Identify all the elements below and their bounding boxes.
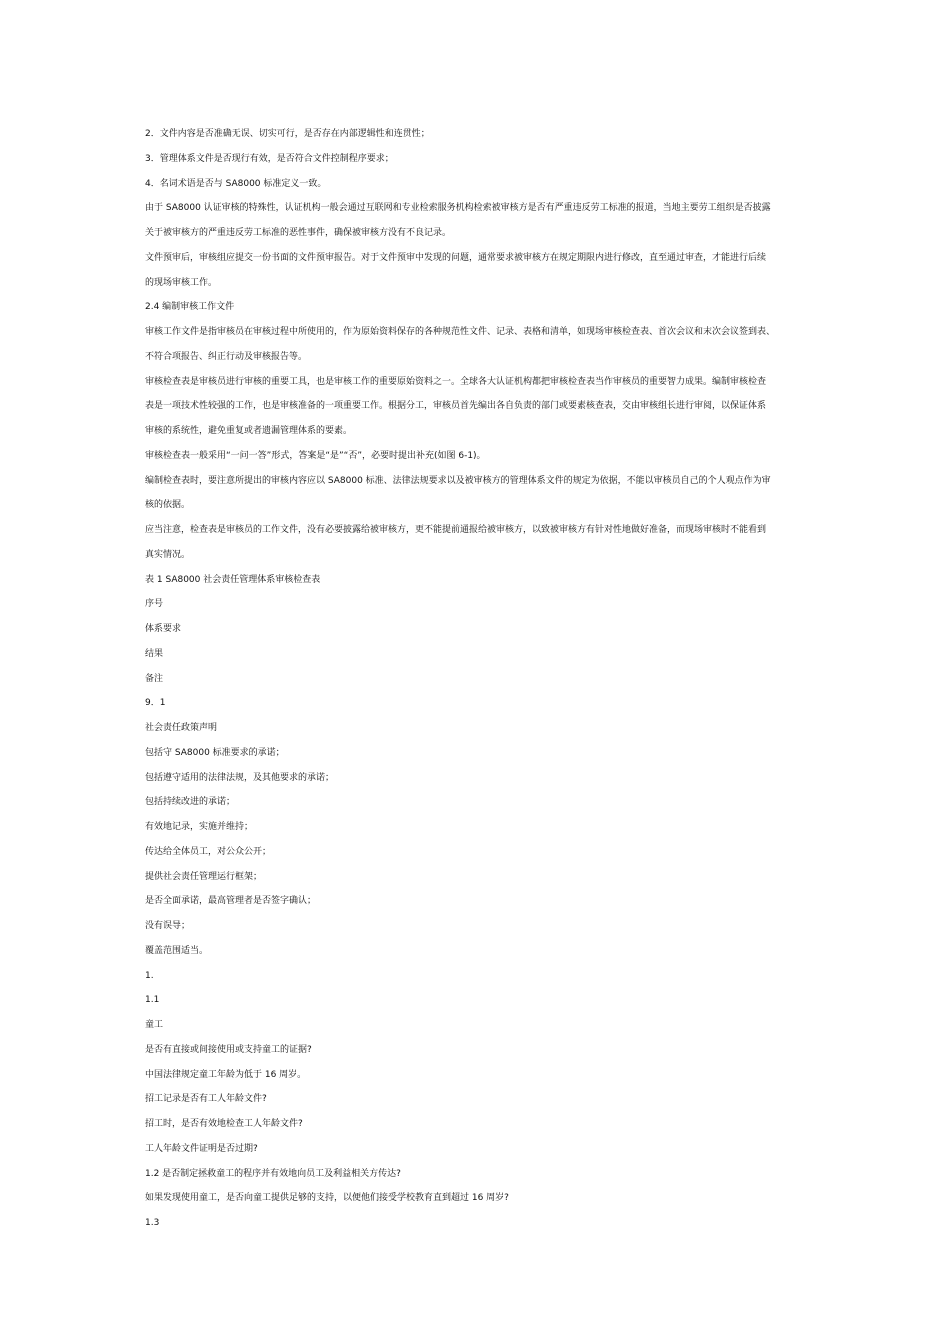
document-line: 1.2 是否制定拯救童工的程序并有效地向员工及利益相关方传达?	[145, 1169, 401, 1179]
document-line: 不符合项报告、纠正行动及审核报告等。	[145, 352, 308, 362]
document-line: 应当注意，检查表是审核员的工作文件，没有必要披露给被审核方，更不能提前通报给被审核方，以致被审核方有针对性地做好准备，而现场审核时不能看到	[145, 525, 767, 535]
document-line: 包括持续改进的承诺；	[145, 797, 236, 807]
document-line: 体系要求	[145, 624, 182, 634]
document-line: 核的依据。	[145, 500, 191, 510]
document-line: 提供社会责任管理运行框架；	[145, 872, 263, 882]
document-line: 包括遵守适用的法律法规，及其他要求的承诺；	[145, 773, 335, 783]
document-line: 覆盖范围适当。	[145, 946, 209, 956]
document-line: 由于 SA8000 认证审核的特殊性，认证机构一般会通过互联网和专业检索服务机构检索被审核方是否有严重违反劳工标准的报道，当地主要劳工组织是否披露	[145, 203, 771, 213]
document-line: 是否全面承诺，最高管理者是否签字确认；	[145, 896, 317, 906]
document-line: 审核工作文件是指审核员在审核过程中所使用的，作为原始资料保存的各种规范性文件、记录、表格和清单，如现场审核检查表、首次会议和末次会议签到表、	[145, 327, 776, 337]
document-line: 没有误导；	[145, 921, 191, 931]
document-line: 社会责任政策声明	[145, 723, 218, 733]
document-line: 有效地记录，实施并维持；	[145, 822, 254, 832]
document-line: 工人年龄文件证明是否过期?	[145, 1144, 258, 1154]
document-line: 如果发现使用童工，是否向童工提供足够的支持，以便他们接受学校教育直到超过 16 周岁?	[145, 1193, 509, 1203]
document-line: 的现场审核工作。	[145, 278, 218, 288]
document-line: 包括守 SA8000 标准要求的承诺；	[145, 748, 285, 758]
document-line: 文件预审后，审核组应提交一份书面的文件预审报告。对于文件预审中发现的问题，通常要求被审核方在规定期限内进行修改，直至通过审查，才能进行后续	[145, 253, 767, 263]
document-line: 1.3	[145, 1218, 160, 1228]
document-line: 备注	[145, 674, 164, 684]
document-line: 序号	[145, 599, 164, 609]
document-line: 1.1	[145, 995, 160, 1005]
document-line: 童工	[145, 1020, 164, 1030]
document-line: 招工时，是否有效地检查工人年龄文件?	[145, 1119, 303, 1129]
document-line: 审核的系统性，避免重复或者遗漏管理体系的要素。	[145, 426, 353, 436]
document-line: 2．文件内容是否准确无误、切实可行，是否存在内部逻辑性和连贯性；	[145, 129, 430, 139]
document-line: 表是一项技术性较强的工作，也是审核准备的一项重要工作。根据分工，审核员首先编出各自负责的部门或要素核查表，交由审核组长进行审阅，以保证体系	[145, 401, 767, 411]
document-line: 是否有直接或间接使用或支持童工的证据?	[145, 1045, 312, 1055]
document-line: 3．管理体系文件是否现行有效，是否符合文件控制程序要求；	[145, 154, 394, 164]
document-line: 9．1	[145, 698, 166, 708]
document-line: 真实情况。	[145, 550, 191, 560]
document-line: 1.	[145, 971, 154, 981]
document-line: 表 1 SA8000 社会责任管理体系审核检查表	[145, 575, 321, 585]
document-line: 招工记录是否有工人年龄文件?	[145, 1094, 267, 1104]
document-line: 审核检查表一般采用“一问一答”形式，答案是“是”“否”，必要时提出补充(如图 6-1)。	[145, 451, 486, 461]
document-line: 传达给全体员工，对公众公开；	[145, 847, 272, 857]
document-line: 审核检查表是审核员进行审核的重要工具，也是审核工作的重要原始资料之一。全球各大认证机构都把审核检查表当作审核员的重要智力成果。编制审核检查	[145, 377, 767, 387]
document-line: 关于被审核方的严重违反劳工标准的恶性事件，确保被审核方没有不良记录。	[145, 228, 452, 238]
document-line: 2.4 编制审核工作文件	[145, 302, 235, 312]
document-line: 编制检查表时，要注意所提出的审核内容应以 SA8000 标准、法律法规要求以及被审核方的管理体系文件的规定为依据，不能以审核员自己的个人观点作为审	[145, 476, 771, 486]
document-line: 结果	[145, 649, 164, 659]
document-line: 中国法律规定童工年龄为低于 16 周岁。	[145, 1070, 307, 1080]
document-line: 4．名词术语是否与 SA8000 标准定义一致。	[145, 179, 327, 189]
